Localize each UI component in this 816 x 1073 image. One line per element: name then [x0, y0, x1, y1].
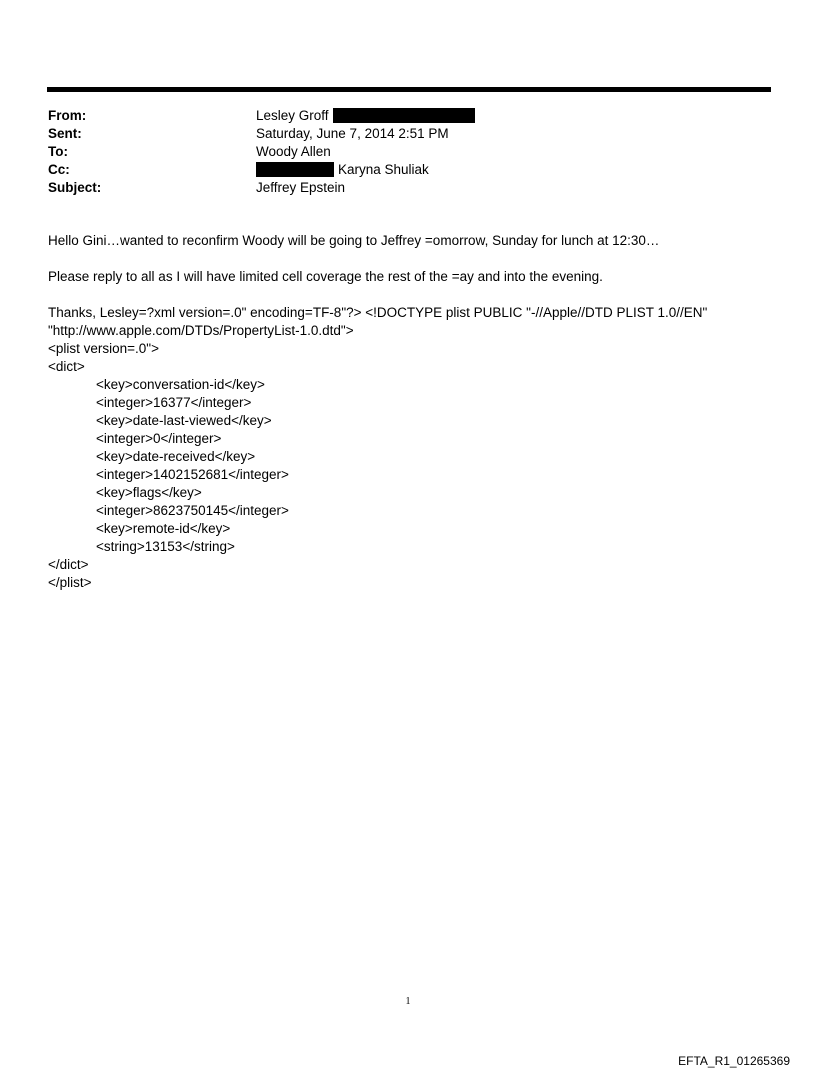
body-line: </plist> — [48, 575, 92, 590]
body-line: <integer>0</integer> — [96, 431, 222, 446]
body-line: <integer>8623750145</integer> — [96, 503, 289, 518]
to-label: To: — [48, 144, 68, 159]
redaction-box — [333, 108, 475, 123]
body-line: <integer>16377</integer> — [96, 395, 252, 410]
body-line: <key>flags</key> — [96, 485, 202, 500]
to-value: Woody Allen — [256, 144, 331, 159]
body-line: <key>conversation-id</key> — [96, 377, 265, 392]
body-line: <key>date-last-viewed</key> — [96, 413, 272, 428]
body-paragraph: Please reply to all as I will have limited cell coverage the rest of the =ay and into the evening. — [48, 269, 603, 284]
sent-label: Sent: — [48, 126, 82, 141]
cc-row — [48, 161, 768, 179]
to-row — [48, 143, 768, 161]
page-number: 1 — [405, 996, 411, 1007]
sent-row — [48, 125, 768, 143]
body-line: <key>date-received</key> — [96, 449, 256, 464]
cc-value — [256, 161, 429, 179]
body-line: <dict> — [48, 359, 85, 374]
from-label: From: — [48, 108, 87, 123]
body-line: <integer>1402152681</integer> — [96, 467, 289, 482]
email-header — [48, 107, 768, 197]
cc-label: Cc: — [48, 162, 70, 177]
subject-value: Jeffrey Epstein — [256, 180, 346, 195]
body-line: <key>remote-id</key> — [96, 521, 231, 536]
header-rule — [47, 87, 771, 92]
cc-name: Karyna Shuliak — [338, 162, 429, 177]
body-line: "http://www.apple.com/DTDs/PropertyList-1.0.dtd"> — [48, 323, 354, 338]
from-value — [256, 107, 475, 125]
document-id: EFTA_R1_01265369 — [678, 1054, 790, 1068]
redaction-box — [256, 162, 334, 177]
body-line: </dict> — [48, 557, 89, 572]
sent-value: Saturday, June 7, 2014 2:51 PM — [256, 126, 449, 141]
body-line: Thanks, Lesley=?xml version=.0" encoding=TF-8"?> <!DOCTYPE plist PUBLIC "-//Apple//DTD PLIST 1.0//EN" — [48, 305, 708, 320]
subject-label: Subject: — [48, 180, 102, 195]
body-line: <string>13153</string> — [96, 539, 235, 554]
from-name: Lesley Groff — [256, 108, 329, 123]
body-paragraph: Hello Gini…wanted to reconfirm Woody will be going to Jeffrey =omorrow, Sunday for lunch at 12:30… — [48, 233, 660, 248]
email-body — [48, 232, 778, 592]
subject-row — [48, 179, 768, 197]
body-line: <plist version=.0"> — [48, 341, 159, 356]
from-row — [48, 107, 768, 125]
